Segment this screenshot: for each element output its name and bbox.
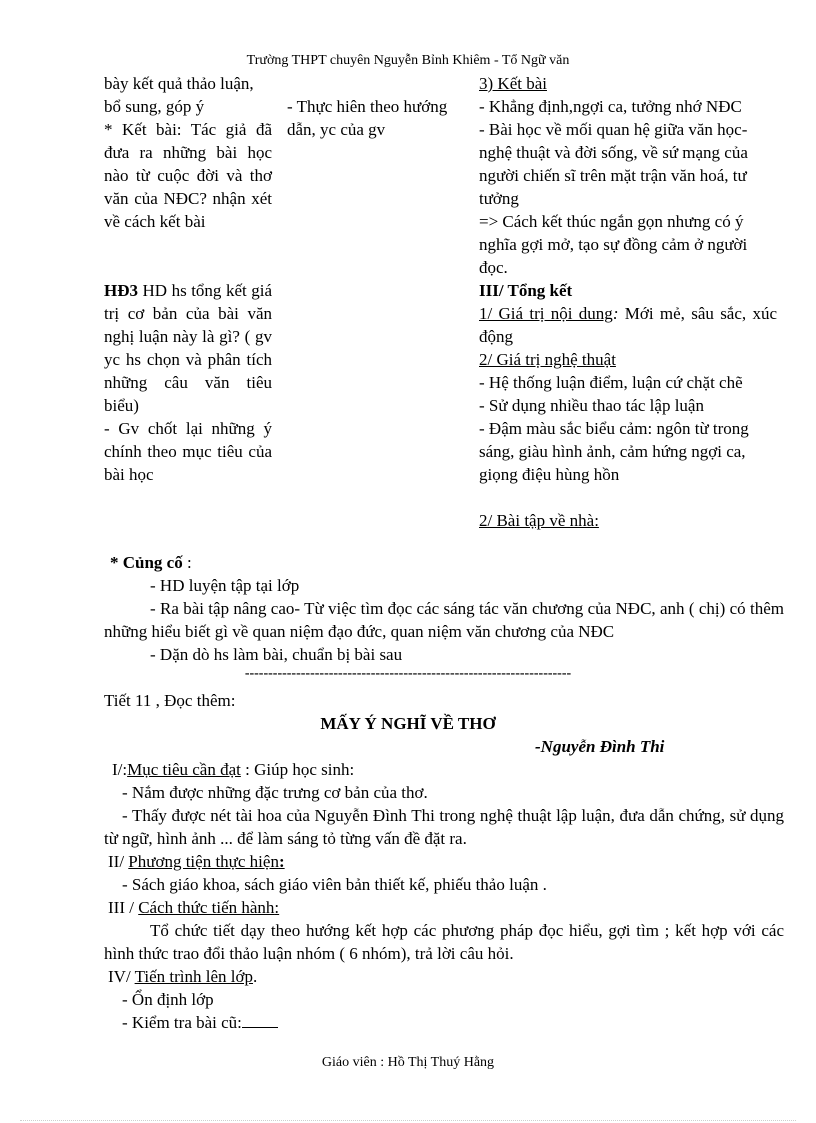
section-separator: ---------------------------------------------------------------------- — [244, 666, 572, 681]
left-line-1: bày kết quả thảo luận, — [104, 74, 254, 93]
page-bottom-border — [20, 1120, 796, 1121]
lesson-body — [104, 758, 784, 1034]
tiet-label: Tiết 11 , Đọc thêm: — [104, 691, 236, 710]
ket-bai-item-1: - Khẳng định,ngợi ca, tưởng nhớ NĐC — [479, 97, 742, 116]
nghe-thuat-item-2: - Sử dụng nhiều thao tác lập luận — [479, 396, 704, 415]
tien-trinh-label: Tiến trình lên lớp — [134, 967, 254, 986]
middle-column — [287, 95, 467, 141]
lesson-author: -Nguyễn Đình Thi — [535, 737, 665, 756]
muc-tieu-item-2: - Thấy được nét tài hoa của Nguyễn Đình Thi trong nghệ thuật lập luận, đưa dẫn chứng, sử dụng từ ngữ, hình ảnh ... để làm sáng tỏ từng vấn đề đặt ra. — [104, 806, 784, 848]
tiet-line — [104, 689, 784, 712]
phuong-tien-prefix: II/ — [108, 852, 129, 871]
lesson-title: MẤY Ý NGHĨ VỀ THƠ — [320, 714, 496, 733]
bai-tap-heading: 2/ Bài tập về nhà: — [479, 511, 599, 530]
muc-tieu-label: Mục tiêu cần đạt — [127, 760, 241, 779]
hd3-label: HĐ3 — [104, 281, 138, 300]
muc-tieu-suffix: : Giúp học sinh: — [240, 760, 355, 779]
nghe-thuat-item-3: - Đậm màu sắc biểu cảm: ngôn từ trong sáng, giàu hình ảnh, cảm hứng ngợi ca, giọng điệu hùng hồn — [479, 419, 749, 484]
phuong-tien-item: - Sách giáo khoa, sách giáo viên bản thiết kế, phiếu thảo luận . — [122, 875, 547, 894]
middle-text: - Thực hiên theo hướng dẫn, yc của gv — [287, 97, 448, 139]
right-column — [479, 72, 777, 532]
phuong-tien-colon: : — [278, 852, 285, 871]
cung-co-label: * Củng cố — [110, 553, 183, 572]
answer-blank-line — [242, 1013, 278, 1028]
left-gv-note: - Gv chốt lại những ý chính theo mục tiêu của bài học — [104, 419, 272, 484]
cung-co-item-1: - HD luyện tập tại lớp — [150, 576, 300, 595]
muc-tieu-prefix: I/: — [112, 760, 128, 779]
tien-trinh-heading — [104, 965, 784, 988]
kiem-tra-label: - Kiểm tra bài cũ: — [122, 1013, 242, 1032]
tien-trinh-item-2 — [104, 1011, 784, 1034]
ket-bai-item-2: - Bài học về mối quan hệ giữa văn học-nghệ thuật và đời sống, về sứ mạng của người chiến sĩ trên mặt trận văn hoá, tư tưởng — [479, 120, 748, 208]
tien-trinh-suffix: . — [253, 967, 258, 986]
left-column — [104, 72, 272, 486]
noi-dung-text: Mới mẻ, sâu sắc, xúc động — [479, 304, 777, 346]
left-ket-bai-question: * Kết bài: Tác giả đã đưa ra những bài học nào từ cuộc đời và thơ văn của NĐC? nhận xét về cách kết bài — [104, 120, 272, 231]
nghe-thuat-item-1: - Hệ thống luận điểm, luận cứ chặt chẽ — [479, 373, 743, 392]
muc-tieu-item-1: - Nắm được những đặc trưng cơ bản của thơ. — [122, 783, 428, 802]
cung-co-item-2: - Ra bài tập nâng cao- Từ việc tìm đọc các sáng tác văn chương của NĐC, anh ( chị) có thêm những hiểu biết gì về quan niệm đạo đức, quan niệm văn chương của NĐC — [104, 599, 784, 641]
left-hd3-paragraph — [104, 279, 272, 417]
tien-trinh-item-1: - Ổn định lớp — [122, 990, 214, 1009]
cung-co-colon: : — [182, 553, 192, 572]
noi-dung-label: 1/ Giá trị nội dung — [479, 304, 613, 323]
ket-bai-item-3: => Cách kết thúc ngắn gọn nhưng có ý nghĩa gợi mở, tạo sự đồng cảm ở người đọc. — [479, 212, 748, 277]
noi-dung-paragraph — [479, 302, 777, 348]
tien-trinh-prefix: IV/ — [108, 967, 135, 986]
noi-dung-colon: : — [612, 304, 619, 323]
hd3-text: HD hs tổng kết giá trị cơ bản của bài văn nghị luận này là gì? ( gv yc hs chọn và phân tích những câu văn tiêu biểu) — [104, 281, 272, 415]
left-line-2: bổ sung, góp ý — [104, 97, 205, 116]
cach-thuc-prefix: III / — [108, 898, 139, 917]
ket-bai-heading: 3) Kết bài — [479, 74, 547, 93]
cung-co-section — [104, 551, 784, 666]
tong-ket-heading: III/ Tổng kết — [479, 281, 573, 300]
cung-co-item-3: - Dặn dò hs làm bài, chuẩn bị bài sau — [150, 645, 403, 664]
page-footer: Giáo viên : Hồ Thị Thuý Hằng — [321, 1055, 495, 1070]
page-header: Trường THPT chuyên Nguyễn Bỉnh Khiêm - Tổ Ngữ văn — [246, 53, 570, 68]
cach-thuc-heading — [104, 896, 784, 919]
phuong-tien-heading — [104, 850, 784, 873]
muc-tieu-heading — [104, 758, 784, 781]
cach-thuc-label: Cách thức tiến hành — [138, 898, 275, 917]
nghe-thuat-heading: 2/ Giá trị nghệ thuật — [479, 350, 616, 369]
phuong-tien-label: Phương tiện thực hiện — [128, 852, 279, 871]
cach-thuc-colon: : — [274, 898, 280, 917]
cach-thuc-text: Tổ chức tiết dạy theo hướng kết hợp các phương pháp đọc hiểu, gợi tìm ; kết hợp với các hình thức trao đổi thảo luận nhóm ( 6 nhóm), trả lời câu hỏi. — [104, 921, 784, 963]
cung-co-heading — [104, 551, 784, 574]
